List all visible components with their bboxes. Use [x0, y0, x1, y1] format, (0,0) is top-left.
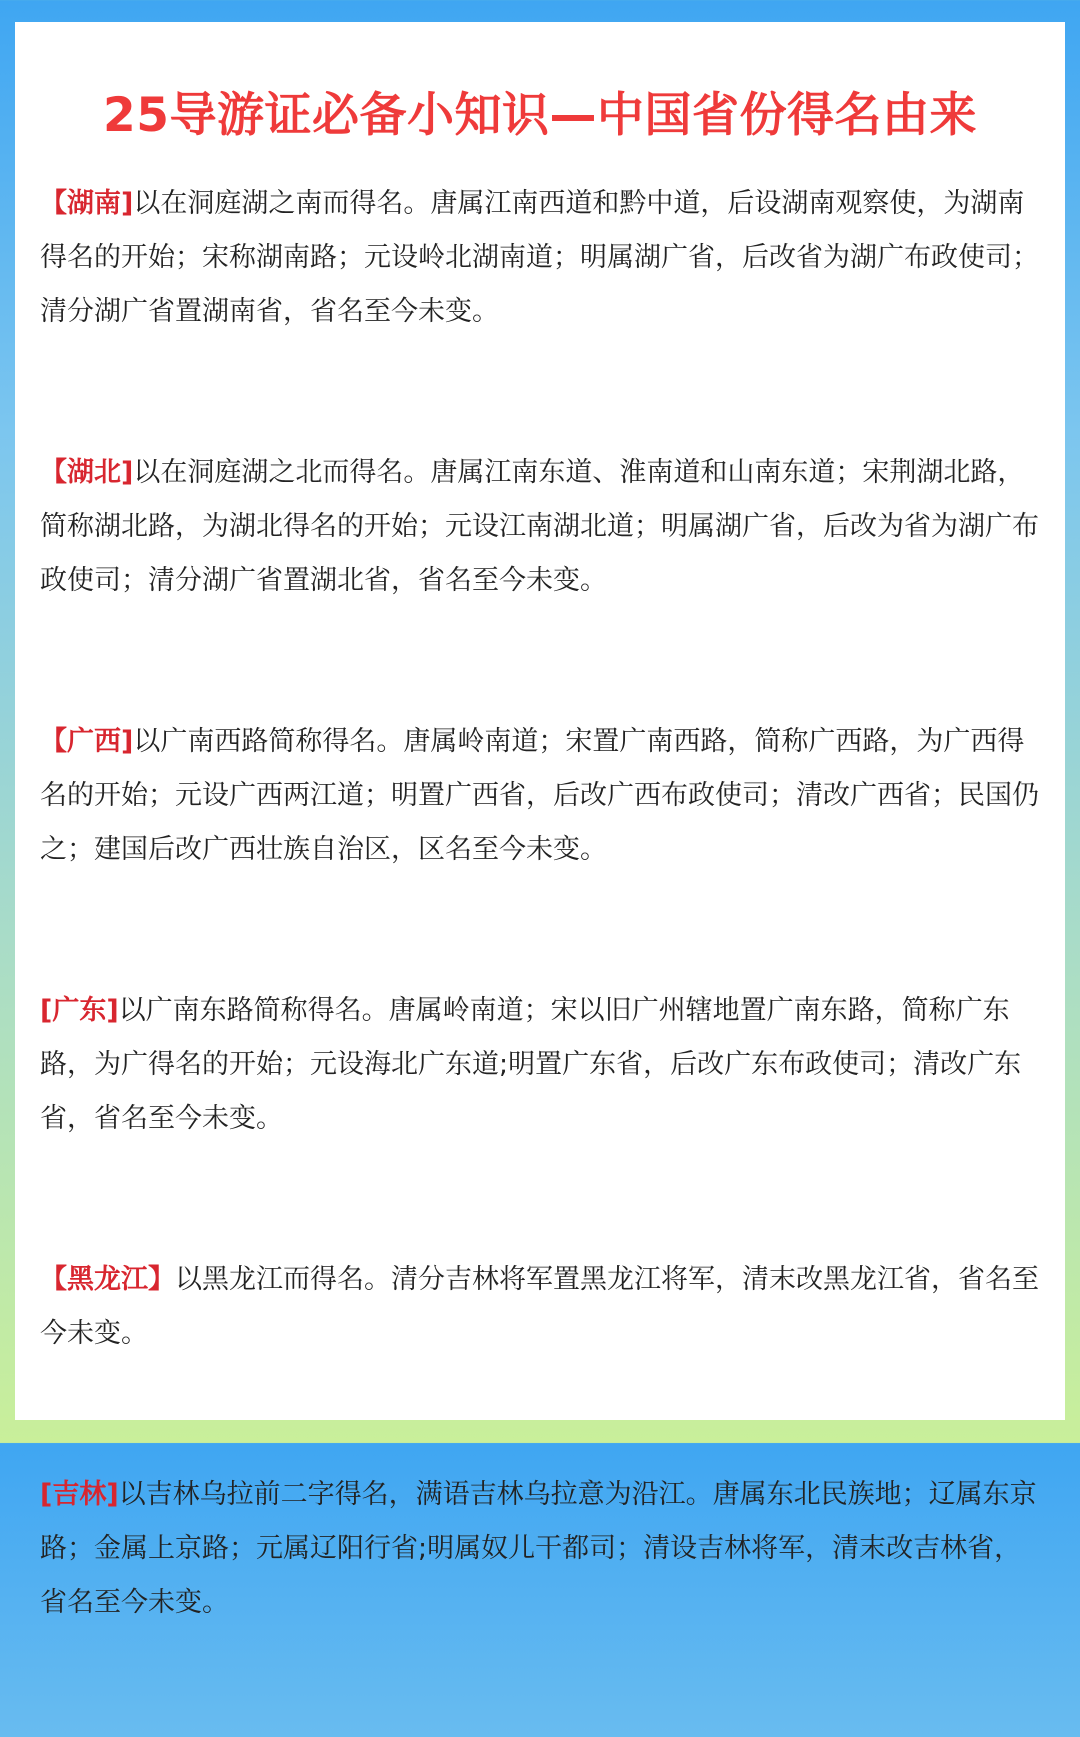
entry-text: 以在洞庭湖之南而得名。唐属江南西道和黔中道，后设湖南观察使，为湖南得名的开始；宋称湖南路；元设岭北湖南道；明属湖广省，后改省为湖广布政使司；清分湖广省置湖南省，省名至今未变。 — [40, 188, 1039, 327]
entry-text: 以广南西路简称得名。唐属岭南道；宋置广南西路，简称广西路，为广西得名的开始；元设广西两江道；明置广西省，后改广西布政使司；清改广西省；民国仍之；建国后改广西壮族自治区，区名至今未变。 — [40, 726, 1039, 865]
entry-tag: [广东] — [40, 995, 119, 1026]
page-title: 25导游证必备小知识—中国省份得名由来 — [103, 88, 977, 143]
entry-guangxi — [40, 715, 1040, 877]
entry-text: 以吉林乌拉前二字得名，满语吉林乌拉意为沿江。唐属东北民族地；辽属东京路；金属上京路；元属辽阳行省;明属奴儿干都司；清设吉林将军，清末改吉林省，省名至今未变。 — [40, 1479, 1037, 1618]
entry-text: 以在洞庭湖之北而得名。唐属江南东道、淮南道和山南东道；宋荆湖北路，简称湖北路，为湖北得名的开始；元设江南湖北道；明属湖广省，后改为省为湖广布政使司；清分湖广省置湖北省，省名至今未变。 — [40, 457, 1039, 596]
content-card — [15, 22, 1065, 1618]
entry-tag: [吉林] — [40, 1479, 119, 1510]
entry-heilongjiang — [40, 1253, 1040, 1361]
entry-tag: 【黑龙江】 — [40, 1264, 175, 1295]
entry-guangdong — [40, 984, 1040, 1146]
entry-jilin — [40, 1468, 1040, 1630]
province-list — [40, 177, 1040, 1737]
entry-hubei — [40, 446, 1040, 608]
entry-hunan — [40, 177, 1040, 339]
entry-tag: 【湖南] — [40, 188, 134, 219]
entry-tag: 【广西] — [40, 726, 134, 757]
entry-tag: 【湖北] — [40, 457, 134, 488]
entry-text: 以黑龙江而得名。清分吉林将军置黑龙江将军，清末改黑龙江省，省名至今未变。 — [40, 1264, 1039, 1349]
entry-text: 以广南东路简称得名。唐属岭南道；宋以旧广州辖地置广南东路，简称广东路，为广得名的开始；元设海北广东道;明置广东省，后改广东布政使司；清改广东省，省名至今未变。 — [40, 995, 1022, 1134]
